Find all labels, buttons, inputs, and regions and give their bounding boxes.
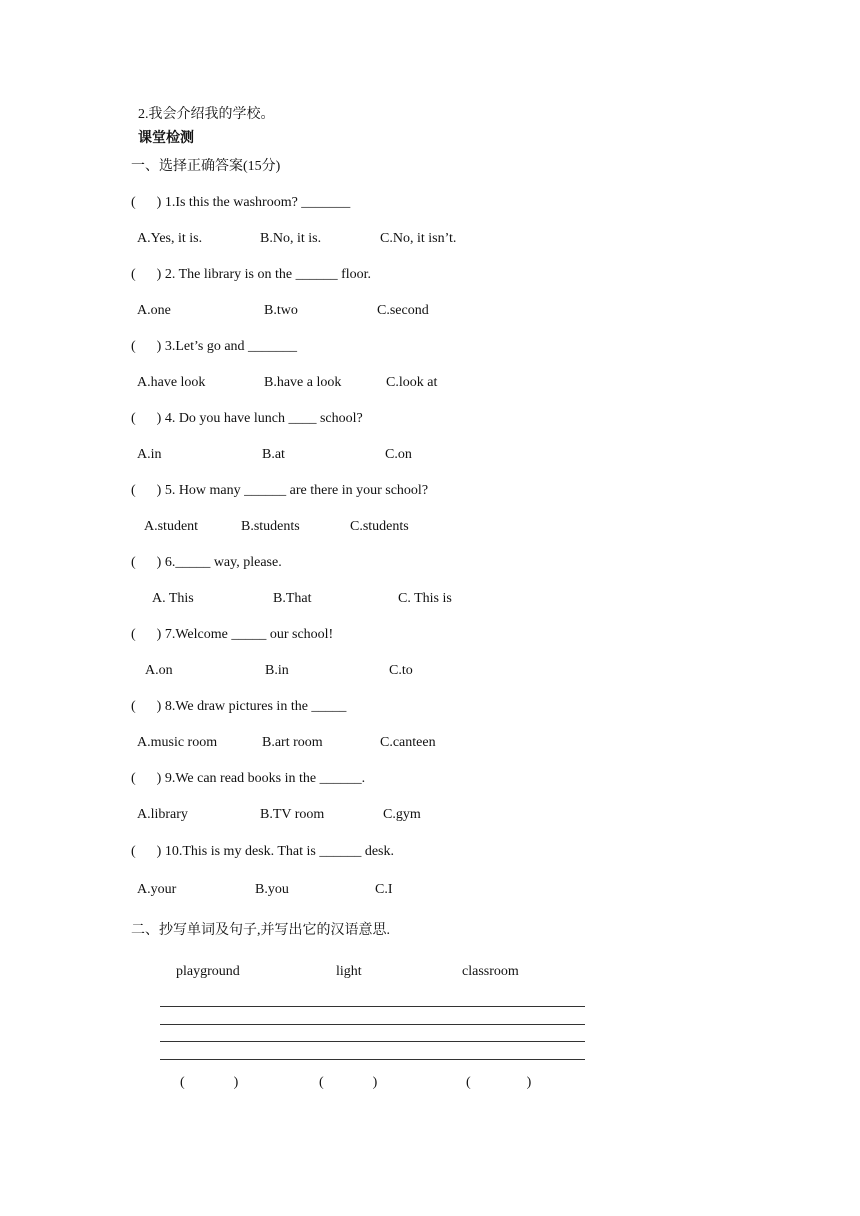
word-light: light (336, 964, 362, 979)
intro-item-2: 2.我会介绍我的学校。 (138, 107, 275, 122)
question-9: ( ) 9.We can read books in the ______. (131, 771, 366, 786)
question-6-option-c: C. This is (398, 591, 452, 606)
meaning-bracket-1: ( ) (180, 1075, 239, 1090)
question-1-option-b: B.No, it is. (260, 231, 322, 246)
meaning-bracket-2: ( ) (319, 1075, 378, 1090)
meaning-bracket-3: ( ) (466, 1075, 532, 1090)
question-7: ( ) 7.Welcome _____ our school! (131, 627, 334, 642)
question-1-option-a: A.Yes, it is. (137, 231, 203, 246)
question-9-option-c: C.gym (383, 807, 421, 822)
question-6: ( ) 6._____ way, please. (131, 555, 282, 570)
question-4-option-a: A.in (137, 447, 162, 462)
question-2-option-b: B.two (264, 303, 298, 318)
question-5-option-c: C.students (350, 519, 409, 534)
question-3-option-b: B.have a look (264, 375, 342, 390)
question-3-option-c: C.look at (386, 375, 438, 390)
question-4-option-b: B.at (262, 447, 285, 462)
writing-line (160, 1041, 585, 1042)
section2-title: 二、抄写单词及句子,并写出它的汉语意思. (131, 923, 390, 938)
question-10: ( ) 10.This is my desk. That is ______ desk. (131, 844, 395, 859)
question-7-option-a: A.on (145, 663, 173, 678)
writing-line (160, 1059, 585, 1060)
question-7-option-c: C.to (389, 663, 413, 678)
question-3-option-a: A.have look (137, 375, 206, 390)
question-2-option-a: A.one (137, 303, 171, 318)
question-4: ( ) 4. Do you have lunch ____ school? (131, 411, 363, 426)
section1-title: 一、选择正确答案(15分) (131, 159, 281, 174)
question-8: ( ) 8.We draw pictures in the _____ (131, 699, 347, 714)
question-2: ( ) 2. The library is on the ______ floor. (131, 267, 372, 282)
writing-line (160, 1006, 585, 1007)
question-5-option-b: B.students (241, 519, 300, 534)
question-6-option-a: A. This (152, 591, 194, 606)
question-8-option-c: C.canteen (380, 735, 436, 750)
question-10-option-b: B.you (255, 882, 289, 897)
question-3: ( ) 3.Let’s go and _______ (131, 339, 298, 354)
word-playground: playground (176, 964, 240, 979)
question-5: ( ) 5. How many ______ are there in your school? (131, 483, 429, 498)
question-9-option-b: B.TV room (260, 807, 325, 822)
question-4-option-c: C.on (385, 447, 412, 462)
writing-line (160, 1024, 585, 1025)
question-10-option-a: A.your (137, 882, 177, 897)
question-5-option-a: A.student (144, 519, 199, 534)
question-7-option-b: B.in (265, 663, 289, 678)
question-1-option-c: C.No, it isn’t. (380, 231, 457, 246)
question-8-option-b: B.art room (262, 735, 323, 750)
question-8-option-a: A.music room (137, 735, 218, 750)
word-classroom: classroom (462, 964, 519, 979)
class-test-heading: 课堂检测 (138, 131, 194, 146)
question-6-option-b: B.That (273, 591, 312, 606)
question-1: ( ) 1.Is this the washroom? _______ (131, 195, 351, 210)
question-2-option-c: C.second (377, 303, 429, 318)
question-9-option-a: A.library (137, 807, 188, 822)
question-10-option-c: C.I (375, 882, 393, 897)
